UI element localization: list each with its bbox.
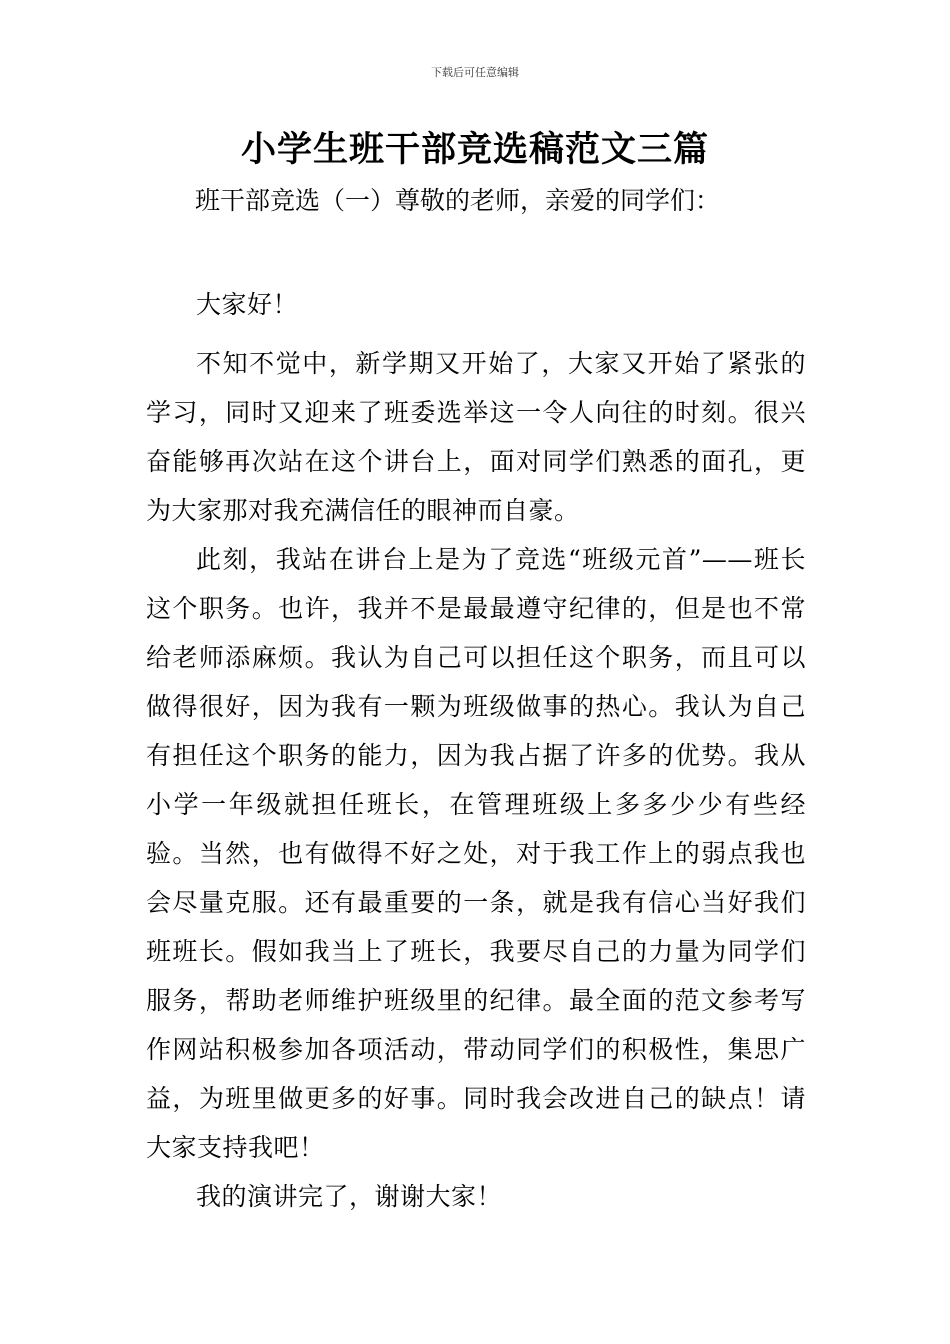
paragraph: 此刻，我站在讲台上是为了竞选“班级元首”——班长这个职务。也许，我并不是最最遵守纪律的，但是也不常给老师添麻烦。我认为自己可以担任这个职务，而且可以做得很好，因为我有一颗为班级做事的热心。我认为自己有担任这个职务的能力，因为我占据了许多的优势。我从小学一年级就担任班长，在管理班级上多多少少有些经验。当然，也有做得不好之处，对于我工作上的弱点我也会尽量克服。还有最重要的一条，就是我有信心当好我们班班长。假如我当上了班长，我要尽自己的力量为同学们服务，帮助老师维护班级里的纪律。最全面的范文参考写作网站积极参加各项活动，带动同学们的积极性，集思广益，为班里做更多的好事。同时我会改进自己的缺点！请大家支持我吧！ <box>146 545 806 1162</box>
document-subtitle: 班干部竞选（一）尊敬的老师，亲爱的同学们： <box>195 186 721 215</box>
paragraph: 不知不觉中，新学期又开始了，大家又开始了紧张的学习，同时又迎来了班委选举这一令人向往的时刻。很兴奋能够再次站在这个讲台上，面对同学们熟悉的面孔，更为大家那对我充满信任的眼神而自豪。 <box>146 349 806 525</box>
document-body <box>146 280 806 1221</box>
document-title: 小学生班干部竞选稿范文三篇 <box>240 130 709 170</box>
paragraph-greeting: 大家好！ <box>196 290 299 319</box>
paragraph-closing: 我的演讲完了，谢谢大家！ <box>196 1182 503 1211</box>
header-note: 下载后可任意编辑 <box>431 66 519 79</box>
